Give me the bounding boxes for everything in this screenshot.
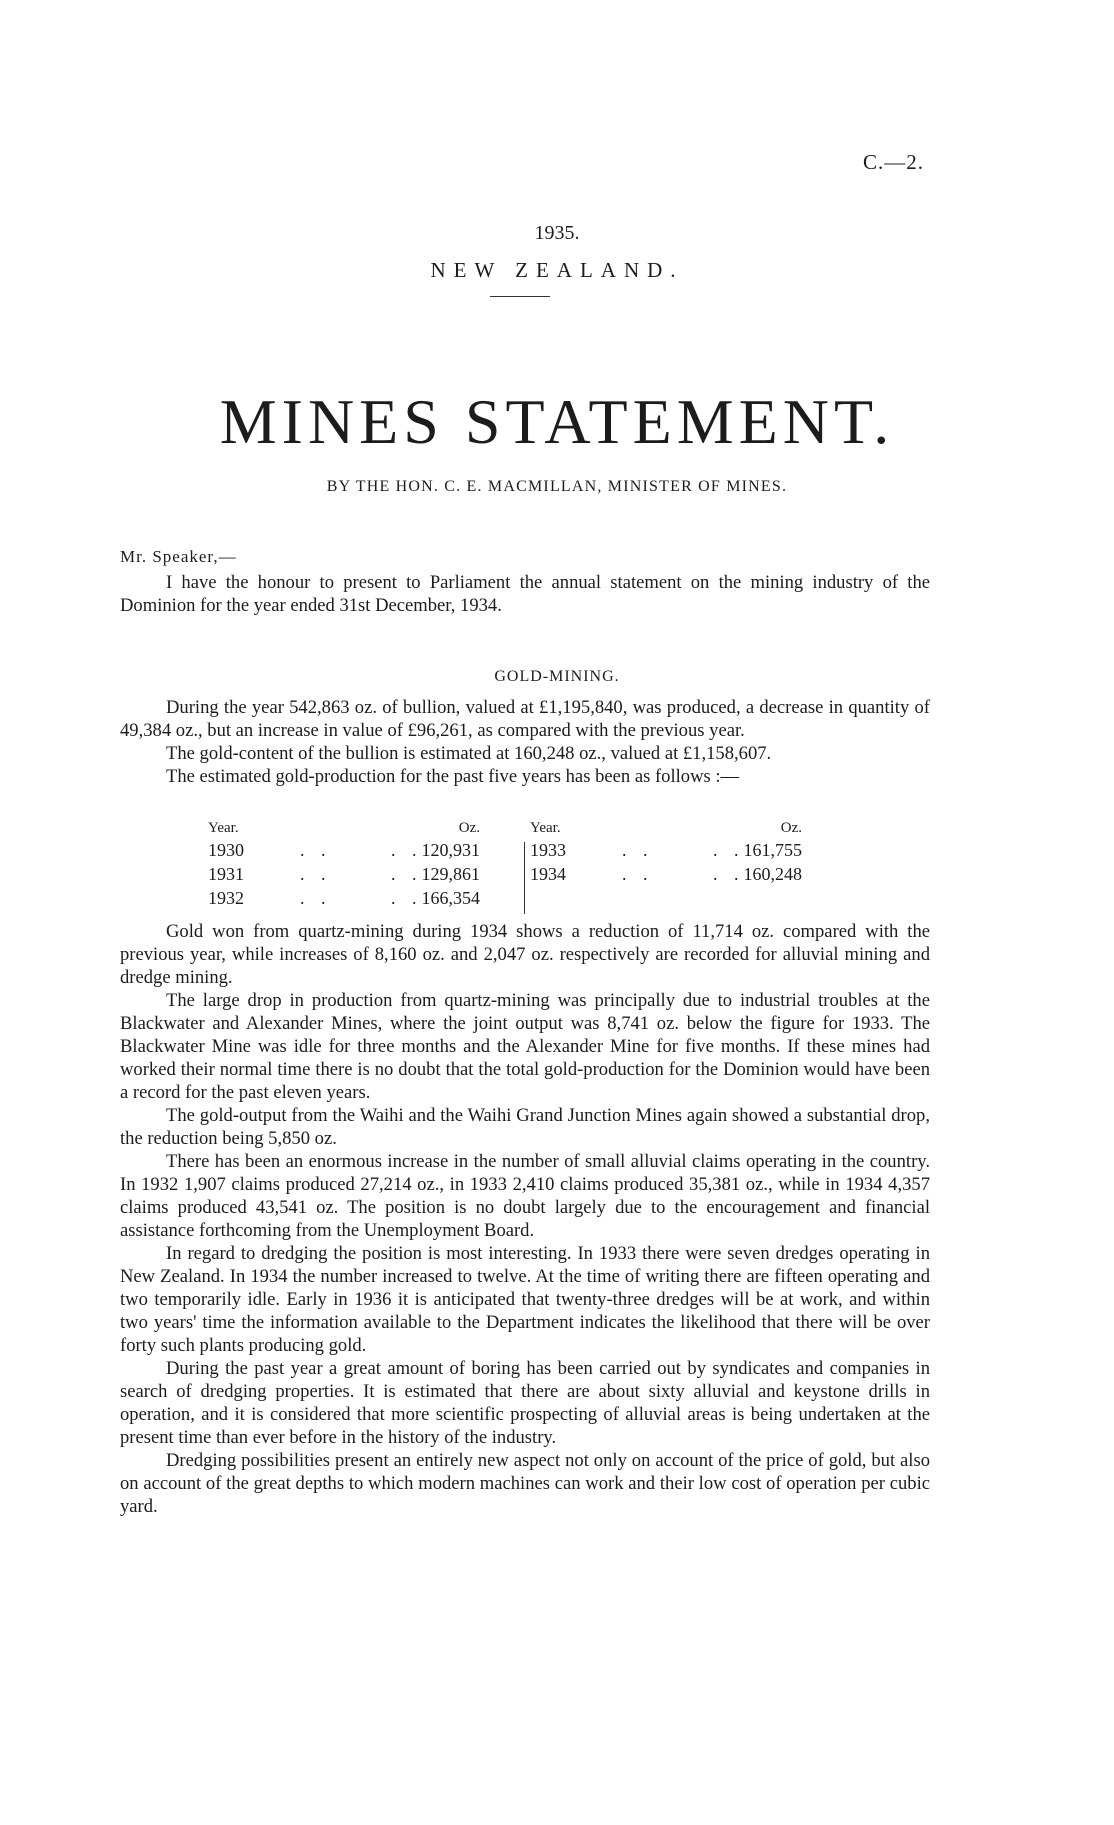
row-year: 1934 [530,864,566,884]
paragraph: The estimated gold-production for the past five years has been as follows :— [166,766,740,787]
row-year: 1930 [208,840,244,860]
row-oz: 120,931 [421,840,480,860]
row-oz: 129,861 [421,864,480,884]
intro-paragraph: I have the honour to present to Parliament the annual statement on the mining industry of the Dominion for the year ended 31st December, 1934. [120,572,930,616]
title-divider [490,296,550,297]
leader-dots: . . [713,864,745,884]
table-column-divider [524,842,525,914]
column-header-year: Year. [208,820,239,836]
paragraph: In regard to dredging the position is most interesting. In 1933 there were seven dredges operating in New Zealand. In 1934 the number increased to twelve. At the time of writing there are fifteen operating and two temporarily idle. Early in 1936 it is anticipated that twenty-three dredges will be at work, and within two years' time the information available to the Department indicates the likelihood that there will be over forty such plants producing gold. [120,1243,930,1356]
paragraph: The gold-output from the Waihi and the Waihi Grand Junction Mines again showed a substantial drop, the reduction being 5,850 oz. [120,1105,930,1149]
leader-dots: . . [391,840,423,860]
section-heading-gold-mining: GOLD-MINING. [494,668,620,685]
table-row [530,864,850,888]
table-row [208,864,528,888]
paragraph: During the year 542,863 oz. of bullion, valued at £1,195,840, was produced, a decrease in quantity of 49,384 oz., but an increase in value of £96,261, as compared with the previous year. [120,697,930,741]
leader-dots: . . [391,864,423,884]
leader-dots: . . [622,864,654,884]
column-header-oz: Oz. [780,820,802,836]
page-title: MINES STATEMENT. [219,386,895,457]
leader-dots: . . [300,840,332,860]
paragraph: Dredging possibilities present an entirely new aspect not only on account of the price of gold, but also on account of the great depths to which modern machines can work and their low cost of operation per cubic yard. [120,1450,930,1517]
paragraph: There has been an enormous increase in the number of small alluvial claims operating in the country. In 1932 1,907 claims produced 27,214 oz., in 1933 2,410 claims produced 35,381 oz., while in 1934 4,357 claims produced 43,541 oz. The position is no doubt largely due to the encouragement and financial assistance forthcoming from the Unemployment Board. [120,1151,930,1241]
table-header-row [530,820,850,840]
column-header-year: Year. [530,820,561,836]
paragraph: The large drop in production from quartz-mining was principally due to industrial troubles at the Blackwater and Alexander Mines, where the joint output was 8,741 oz. below the figure for 1933. The Blackwater Mine was idle for three months and the Alexander Mine for five months. If these mines had worked their normal time there is no doubt that the total gold-production for the Dominion would have been a record for the past eleven years. [120,990,930,1103]
intro-paragraph-block [120,571,930,617]
leader-dots: . . [300,864,332,884]
document-reference: C.—2. [862,150,924,174]
row-oz: 161,755 [743,840,802,860]
leader-dots: . . [713,840,745,860]
leader-dots: . . [622,840,654,860]
row-oz: 166,354 [421,888,480,908]
row-year: 1932 [208,888,244,908]
table-column-left [208,820,528,912]
byline: BY THE HON. C. E. MACMILLAN, MINISTER OF MINES. [326,478,788,495]
gold-paragraphs-after-table [120,920,930,1518]
leader-dots: . . [391,888,423,908]
table-header-row [208,820,528,840]
table-row [208,840,528,864]
row-oz: 160,248 [743,864,802,884]
table-row [530,840,850,864]
paragraph: Gold won from quartz-mining during 1934 shows a reduction of 11,714 oz. compared with the previous year, while increases of 8,160 oz. and 2,047 oz. respectively are recorded for alluvial mining and dredge mining. [120,921,930,988]
column-header-oz: Oz. [458,820,480,836]
document-year: 1935. [534,222,580,244]
country-heading: NEW ZEALAND. [430,258,684,282]
salutation: Mr. Speaker,— [120,547,237,566]
paragraph: The gold-content of the bullion is estimated at 160,248 oz., valued at £1,158,607. [166,743,772,764]
row-year: 1933 [530,840,566,860]
table-column-right [530,820,850,888]
table-row [208,888,528,912]
gold-paragraphs-before-table [120,696,930,788]
paragraph: During the past year a great amount of boring has been carried out by syndicates and companies in search of dredging properties. It is estimated that there are about sixty alluvial and keystone drills in operation, and it is considered that more scientific prospecting of alluvial areas is being undertaken at the present time than ever before in the history of the industry. [120,1358,930,1448]
row-year: 1931 [208,864,244,884]
leader-dots: . . [300,888,332,908]
